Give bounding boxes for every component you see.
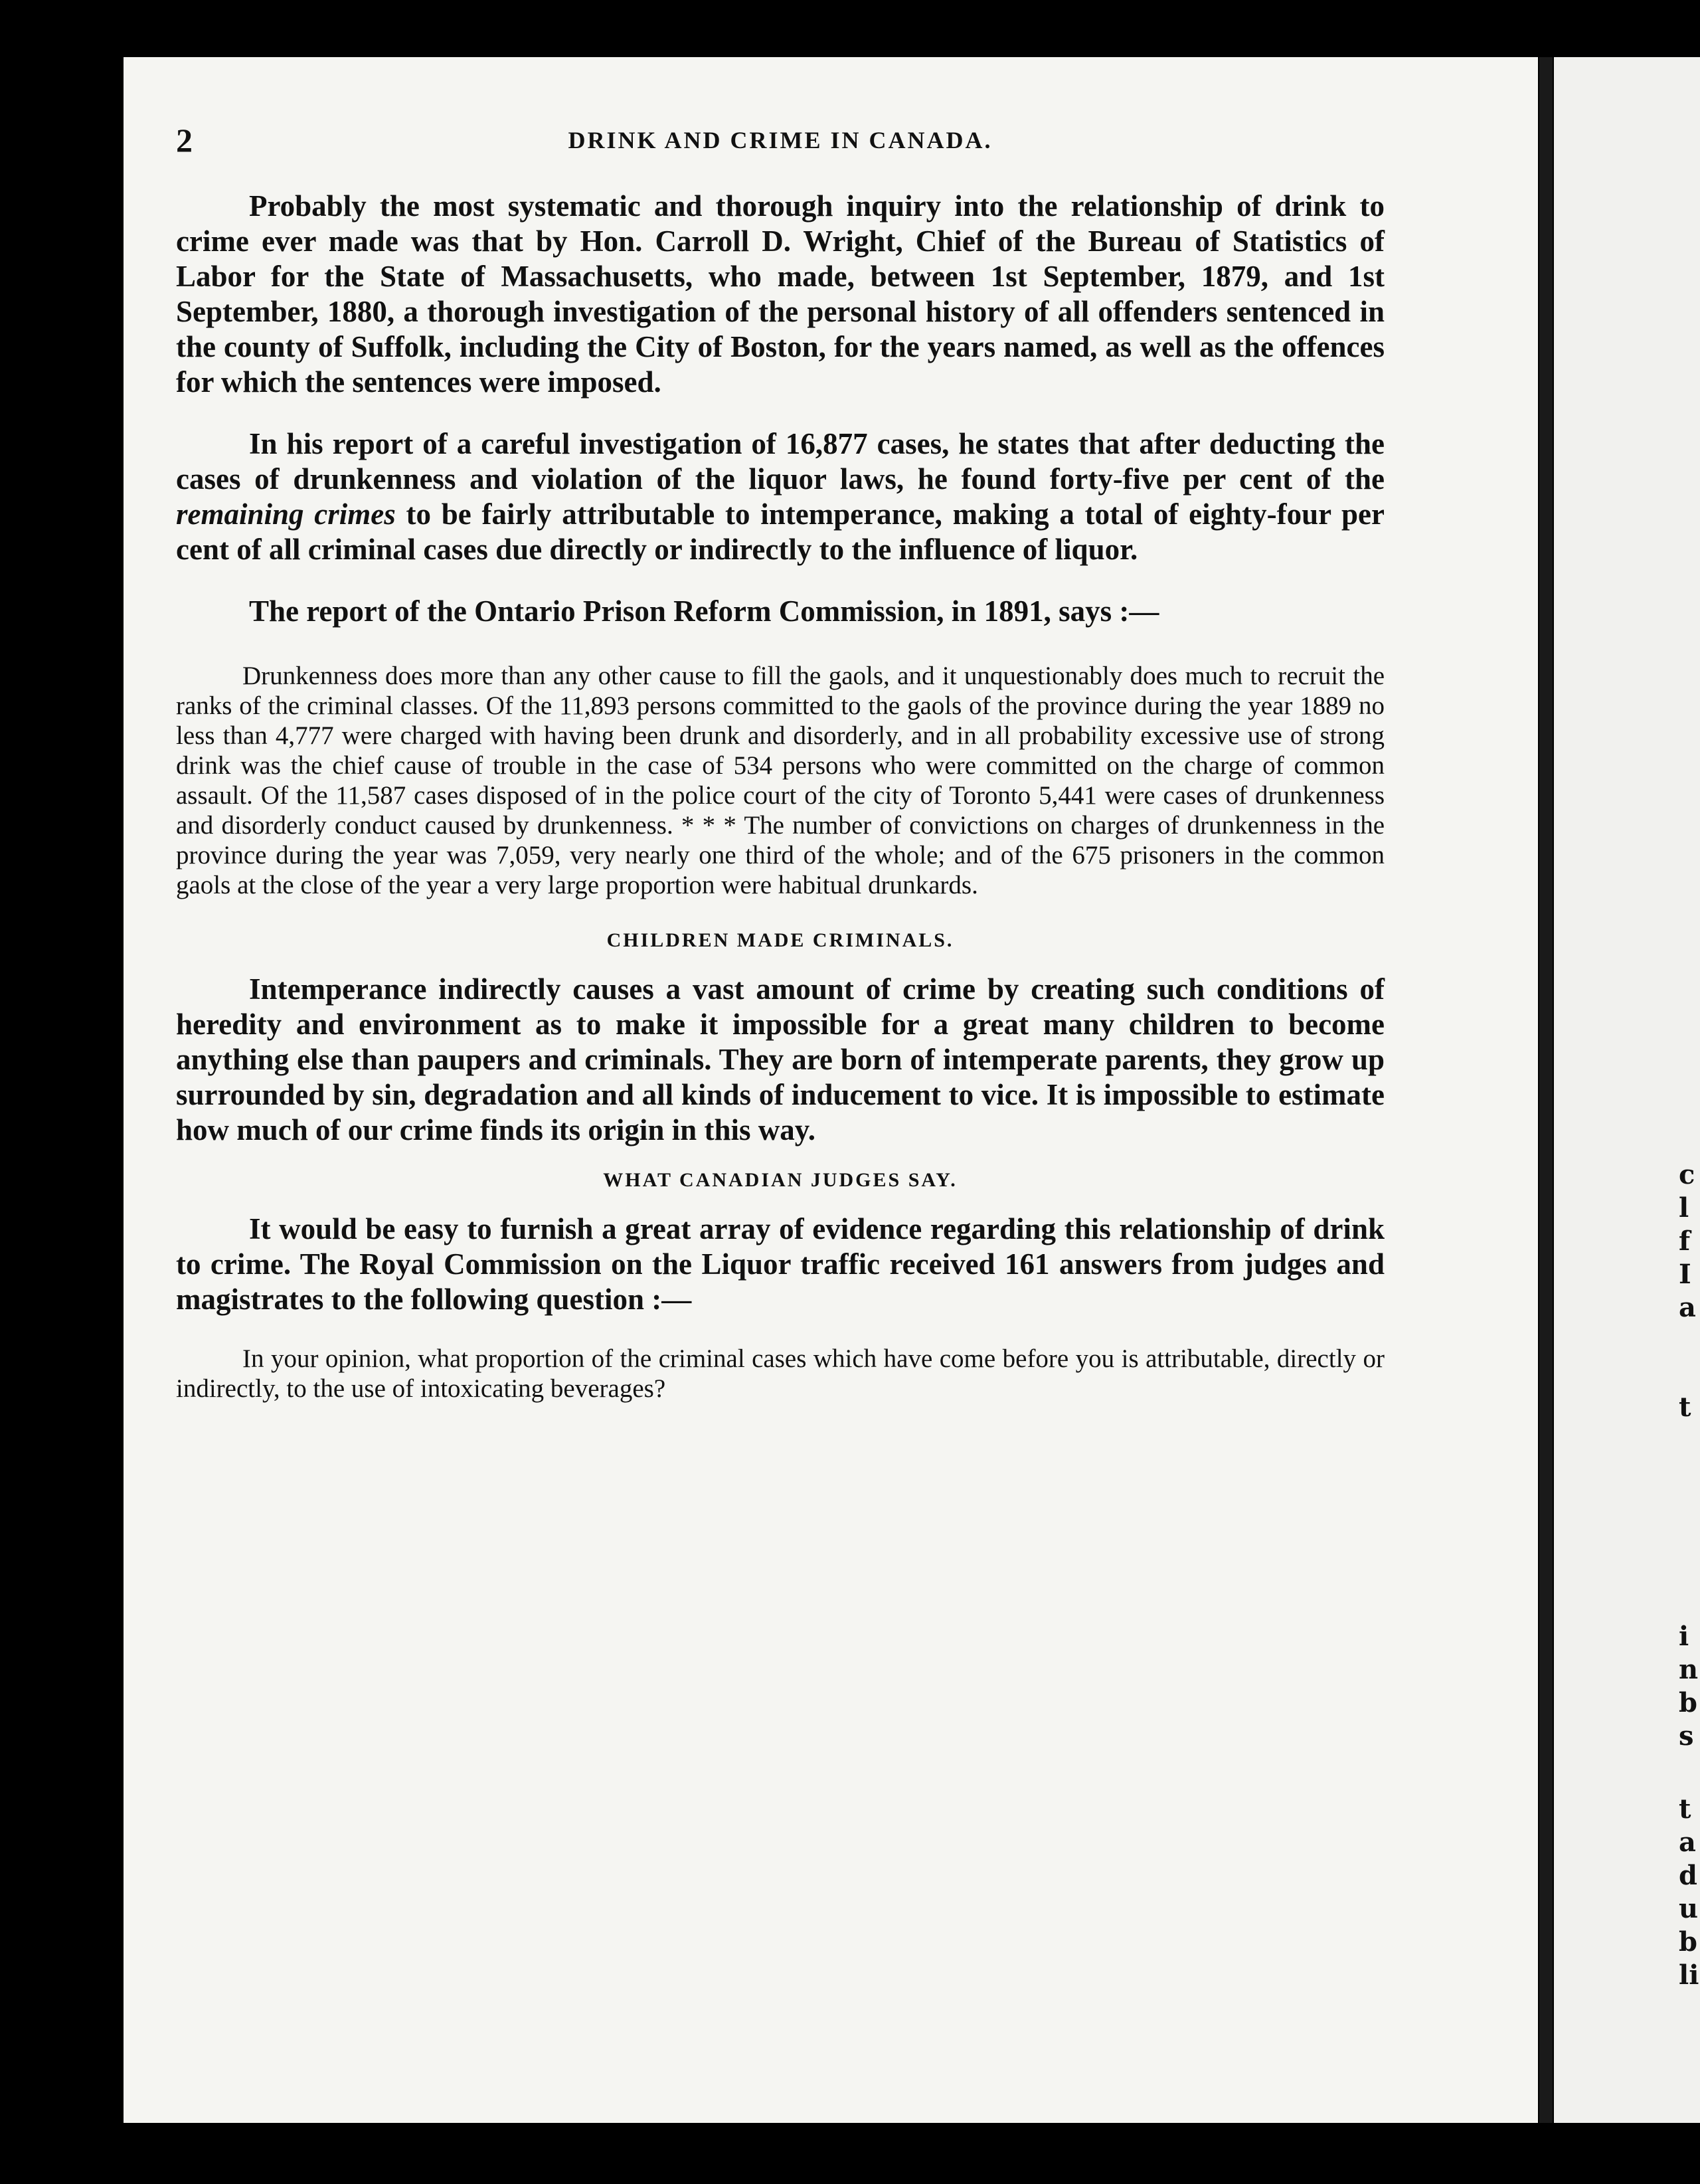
edge-letter: n [1679,1654,1699,1685]
quote-commission-question: In your opinion, what proportion of the criminal cases which have come before you is attributable, directly or indirectly, to the use of intoxicating beverages? [176,1344,1385,1403]
paragraph-children-criminals: Intemperance indirectly causes a vast amount of crime by creating such conditions of heredity and environment as to make it impossible for a great many children to become anything else than paupers and criminals. They are born of intemperate parents, they grow up surrounded by sin, degradation and all kinds of inducement to vice. It is impossible to estimate how much of our crime finds its origin in this way. [176,972,1385,1146]
italic-phrase: remaining crimes [176,498,396,531]
facing-page-edge-text [1673,0,1700,2184]
edge-letter: t [1679,1392,1691,1423]
paragraph-report-findings [176,426,1385,567]
edge-letter: li [1679,1959,1699,1991]
paragraph-text: In his report of a careful investigation of 16,877 cases, he states that after deducting the cases of drunkenness and violation of the liquor laws, he found forty-five per cent of the [176,427,1385,496]
edge-letter: I [1679,1259,1691,1290]
section-heading-children: CHILDREN MADE CRIMINALS. [606,929,954,951]
paragraph-text: to be fairly attributable to intemperance, making a total of eighty-four per cent of all criminal cases due directly or indirectly to the influence of liquor. [176,498,1385,566]
edge-letter: d [1679,1860,1697,1891]
running-head: DRINK AND CRIME IN CANADA. [568,127,993,153]
page-header [176,121,1385,174]
edge-letter: u [1679,1893,1699,1924]
edge-letter: b [1679,1926,1697,1957]
book-gutter [1539,57,1553,2123]
paragraph-royal-commission: It would be easy to furnish a great array of evidence regarding this relationship of drink to crime. The Royal Commission on the Liquor traffic received 161 answers from judges and magistrates to the following question :— [176,1212,1385,1316]
page-number: 2 [176,122,193,159]
paragraph-wright-inquiry: Probably the most systematic and thorough inquiry into the relationship of drink to crime ever made was that by Hon. Carroll D. Wright, Chief of the Bureau of Statistics of Labor for the State of Massachusetts, who made, between 1st September, 1879, and 1st September, 1880, a thorough investigation of the personal history of all offenders sentenced in the county of Suffolk, including the City of Boston, for the years named, as well as the offences for which the sentences were imposed. [176,189,1385,399]
paragraph-ontario-commission: The report of the Ontario Prison Reform Commission, in 1891, says :— [249,594,1159,628]
edge-letter: a [1679,1292,1696,1323]
edge-letter: f [1679,1226,1691,1257]
page-content [176,121,1385,1404]
edge-letter: l [1679,1192,1689,1224]
edge-letter: c [1679,1159,1695,1190]
edge-letter: s [1679,1720,1694,1752]
quote-ontario-report: Drunkenness does more than any other cause to fill the gaols, and it unquestionably does much to recruit the ranks of the criminal classes. Of the 11,893 persons committed to the gaols of the province during the year 1889 no less than 4,777 were charged with having been drunk and disorderly, and in all probability excessive use of strong drink was the chief cause of trouble in the case of 534 persons who were committed on the charge of common assault. Of the 11,587 cases disposed of in the police court of the city of Toronto 5,441 were cases of drunkenness and disorderly conduct caused by drunkenness. * * * The number of convictions on charges of drunkenness in the province during the year was 7,059, very nearly one third of the whole; and of the 675 prisoners in the common gaols at the close of the year a very large proportion were habitual drunkards. [176,662,1385,899]
edge-letter: t [1679,1793,1691,1825]
section-heading-judges: WHAT CANADIAN JUDGES SAY. [603,1169,958,1191]
edge-letter: i [1679,1621,1689,1652]
edge-letter: a [1679,1827,1696,1858]
edge-letter: b [1679,1687,1697,1718]
